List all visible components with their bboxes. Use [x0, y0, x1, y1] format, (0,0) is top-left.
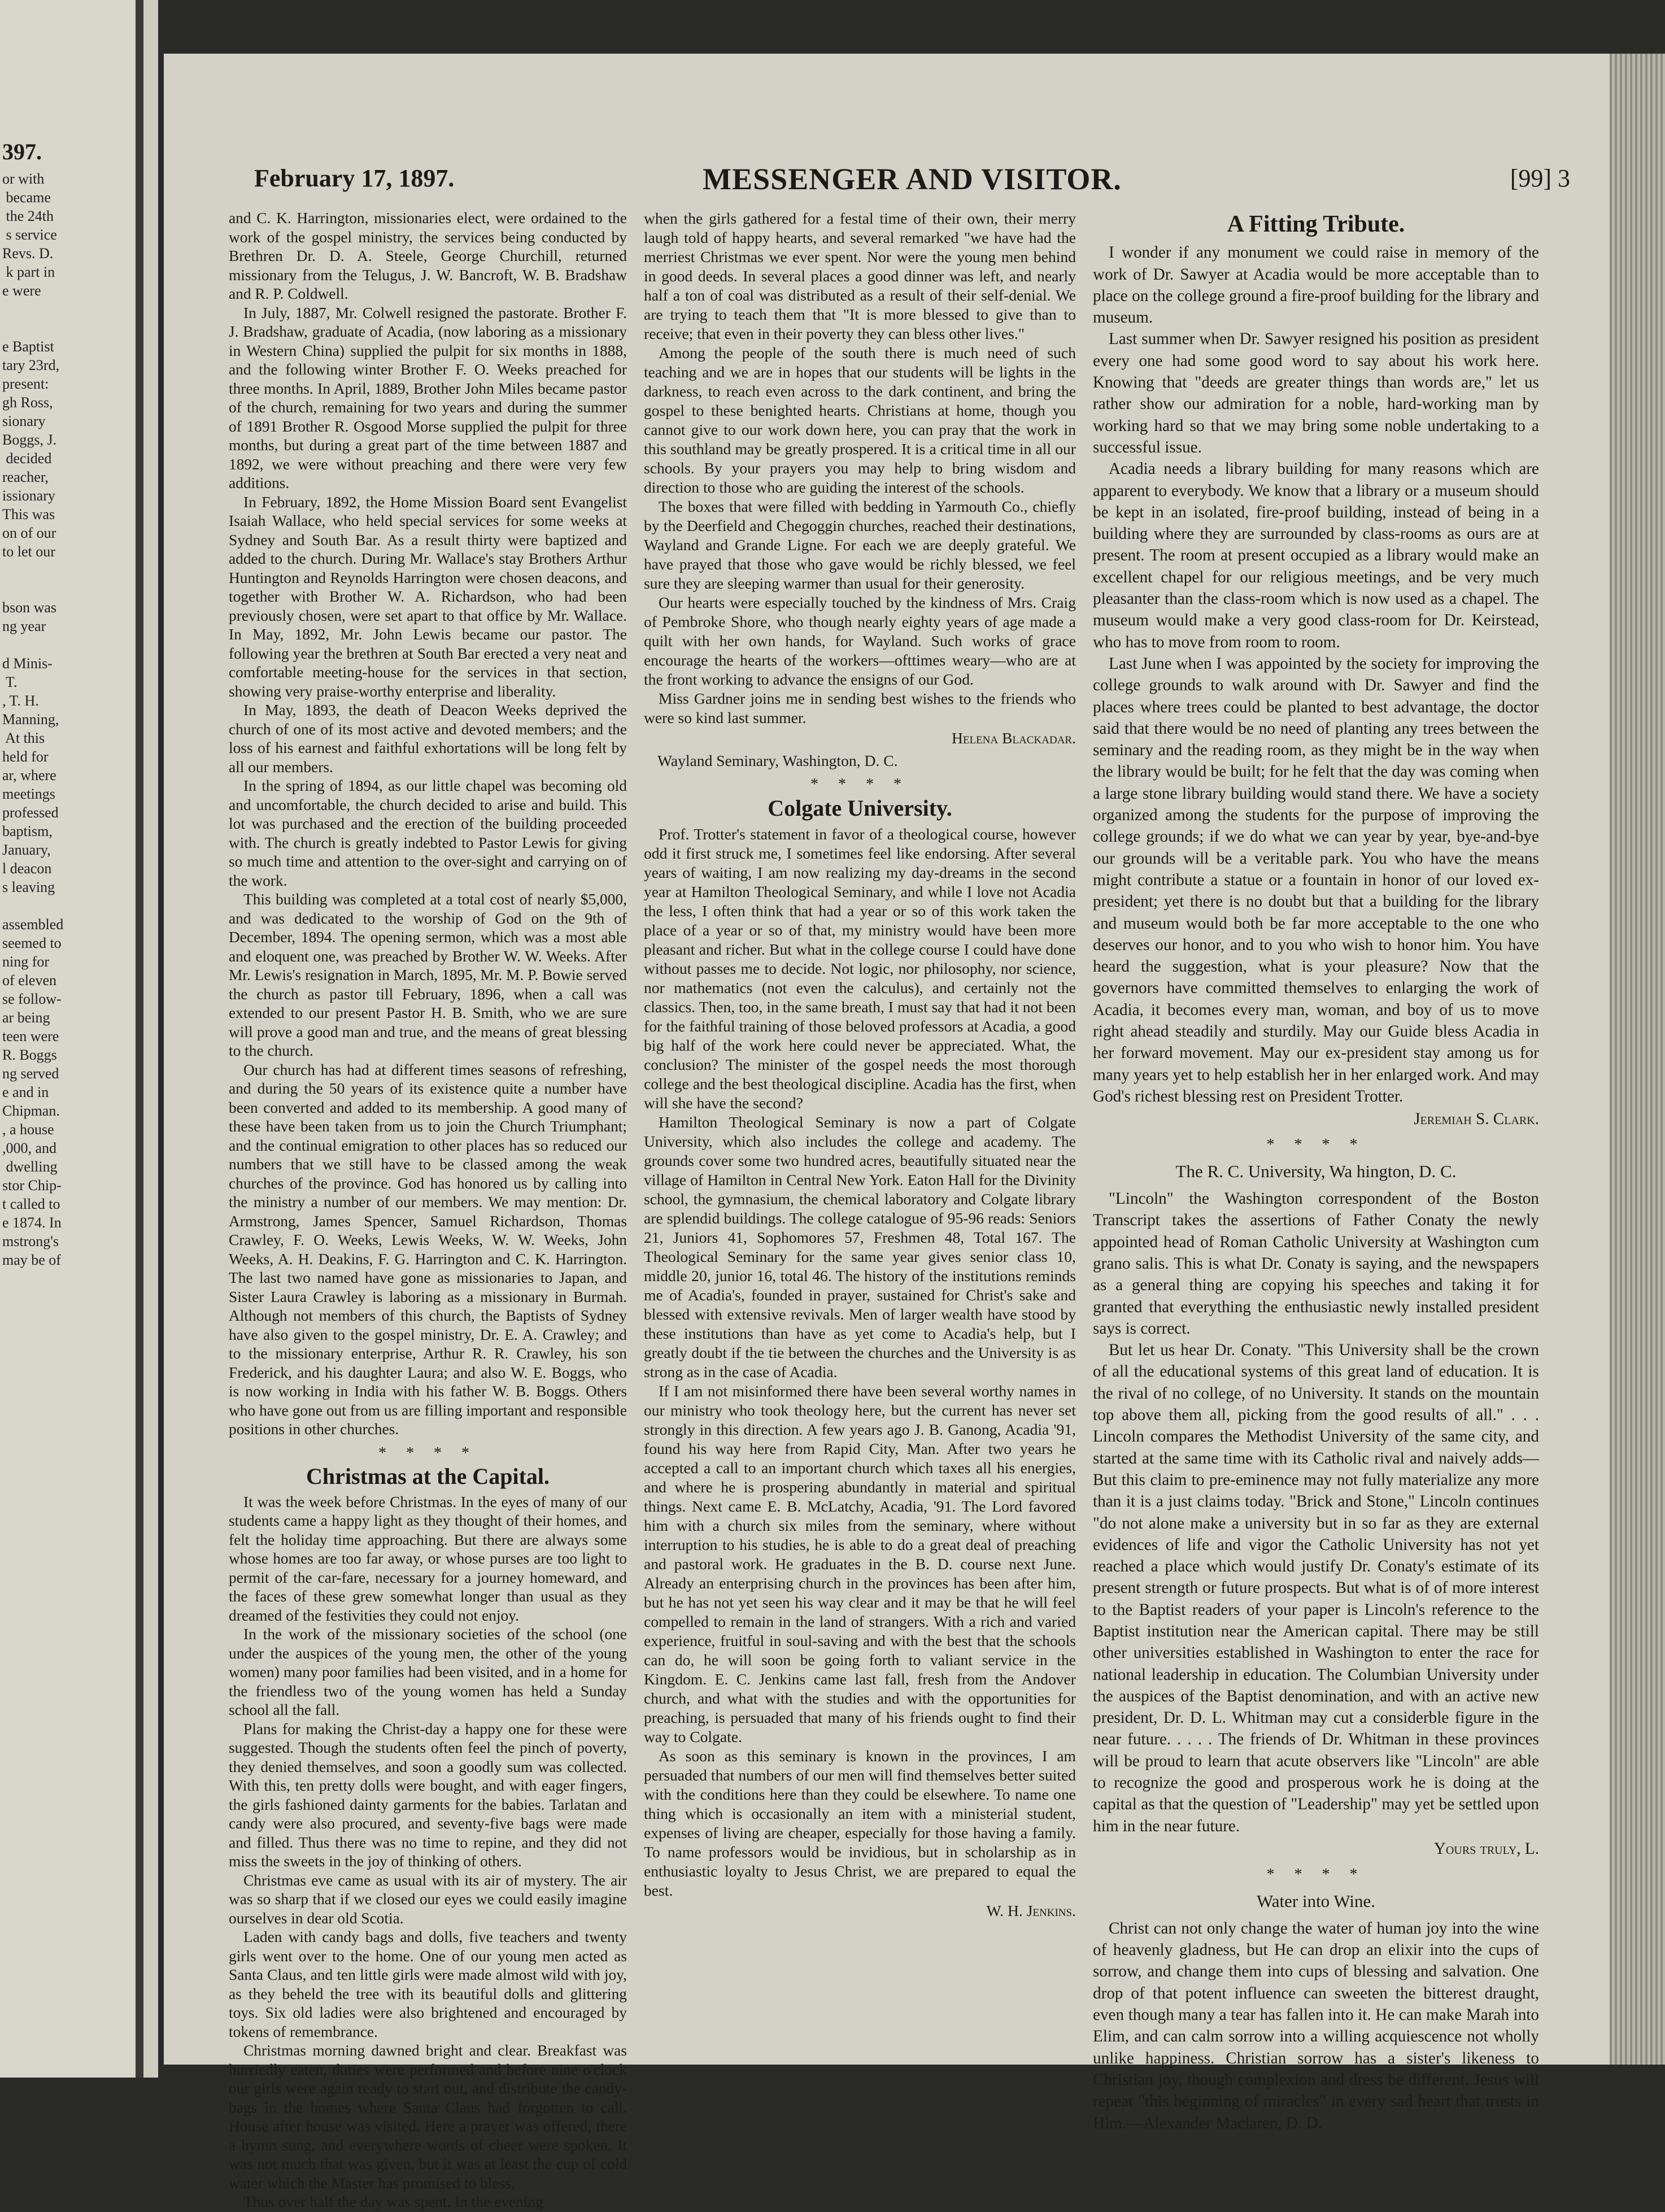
paragraph: If I am not misinformed there have been several worthy names in our ministry who took theology here, but the current has never set strongly in this direction. A few years ago J. B. Ganong, Acadia '91, found his way here from Rapid City, Man. After two years he accepted a call to an important church which taxes all his energies, and where he is prospering abundantly in material and spiritual things. Next came E. B. McLatchy, Acadia, '91. The Lord favored him with a church six miles from the seminary, where without interruption to his studies, he is able to do a great deal of preaching and pastoral work. He graduates in the B. D. course next June. Already an enterprising church in the provinces has been after him, but he has not yet seen his way clear and it may be that he will feel compelled to remain in the land of strangers. With a rich and varied experience, fruitful in soul-saving and with the best that the schools can do, he will soon be going forth to valiant service in the Kingdom. E. C. Jenkins came last fall, fresh from the Andover church, and what with the studies and with the opportunities for preaching, is persuaded that many of his friends ought to find their way to Colgate. — [644, 1382, 1076, 1745]
adjacent-page — [0, 0, 143, 2078]
article-heading-water-into-wine: Water into Wine. — [1256, 1891, 1376, 1911]
paragraph: The boxes that were filled with bedding in Yarmouth Co., chiefly by the Deerfield and Chegoggin churches, reached their destinations, Wayland and Grande Ligne. For each we are deeply grateful. We have prayed that those who gave would be richly blessed, we feel sure they are sleeping warmer than usual for their generosity. — [644, 498, 1076, 592]
paragraph: Our hearts were especially touched by the kindness of Mrs. Craig of Pembroke Shore, who though nearly eighty years of age made a quilt with her own hands, for Wayland. Such works of grace encourage the hearts of the workers—ofttimes weary—who are at the front working to advance the ensigns of our God. — [644, 594, 1076, 688]
paragraph: In the spring of 1894, as our little chapel was becoming old and uncomfortable, the church decided to arise and build. This lot was purchased and the erection of the building proceeded with. The church is greatly indebted to Pastor Lewis for giving so much time and attention to the over-sight and carrying on of the work. — [229, 777, 627, 889]
adjacent-page-number: 397. — [2, 139, 42, 164]
page-number: [99] 3 — [1510, 164, 1570, 192]
section-divider: * * * * — [810, 776, 909, 793]
article-heading-colgate: Colgate University. — [768, 795, 952, 821]
paragraph: Last summer when Dr. Sawyer resigned his position as president every one had some good word to say about his work here. Knowing that "deeds are greater things than words are," let us rather show our admiration for a noble, hard-working man by working hard so that we may bring some noble undertaking to a successful issue. — [1093, 330, 1539, 456]
paragraph: and C. K. Harrington, missionaries elect, were ordained to the work of the gospel ministry, the services being conducted by Brethren Dr. D. A. Steele, George Churchill, returned missionary from the Telugus, J. W. Bancroft, W. B. Bradshaw and R. P. Coldwell. — [229, 210, 627, 302]
paragraph: It was the week before Christmas. In the eyes of many of our students came a happy light as they thought of their homes, and felt the holiday time approaching. But there are always some whose homes are too far away, or whose purses are too light to permit of the car-fare, necessary for a journey homeward, and the faces of these grew somewhat longer than usual as they dreamed of the festivities they could not enjoy. — [229, 1493, 627, 1624]
paragraph: In the work of the missionary societies of the school (one under the auspices of the young men, the other of the young women) many poor families had been visited, and in a home for the friendless two of the young women has held a Sunday school all the fall. — [229, 1626, 627, 1718]
paragraph: Prof. Trotter's statement in favor of a theological course, however odd it first struck me, I sometimes feel like endorsing. After several years of waiting, I am now realizing my day-dreams in the second year at Hamilton Theological Seminary, and while I love not Acadia the less, I often think that had a year or so of this work taken the place of a year or so of that, my ministry would have been more pleasant and richer. But what in the college course I could have done without passes me to decide. Not logic, nor philosophy, nor science, nor mathematics (not even the calculus), and certainly not the classics. Then, too, in the same breath, I must say that had it not been for the faithful training of those beloved professors at Acadia, a good big half of the work here could never be appreciated. What, the conclusion? The minister of the gospel needs the most thorough college and the best theological discipline. Acadia has the first, when will she have the second? — [644, 825, 1076, 1112]
paragraph: Thus over half the day was spent. In the evening — [243, 2193, 543, 2210]
paragraph: Our church has had at different times seasons of refreshing, and during the 50 years of its existence quite a number have been converted and added to its membership. A good many of these have been taken from us to join the Church Triumphant; and the continual emigration to other places has so reduced our numbers that we still have to be classed among the weak churches of the province. God has honored us by calling into the ministry a number of our members. We may mention: Dr. Armstrong, James Spencer, Samuel Richardson, Thomas Crawley, F. O. Weeks, Lewis Weeks, W. W. Weeks, John Weeks, A. H. Deakins, F. G. Harrington and C. K. Harrington. The last two named have gone as missionaries to Japan, and Sister Laura Crawley is laboring as a missionary in Burmah. Although not members of this church, the Baptists of Sydney have also given to the gospel ministry, Dr. E. A. Crawley; and to the missionary enterprise, Arthur R. R. Crawley, his son Frederick, and his daughter Laura; and also W. E. Boggs, who is now working in India with his father W. B. Boggs. Others who have gone out from us are filling important and responsible positions in other churches. — [229, 1061, 627, 1438]
paragraph: As soon as this seminary is known in the provinces, I am persuaded that numbers of our men will find themselves better suited with the conditions here than they could be elsewhere. To name one thing which is occasionally an item with a ministerial student, expenses of living are cheaper, especially for those having a family. To name professors would be invidious, but in scholarship as in enthusiastic loyalty to Jesus Christ, we are prepared to equal the best. — [644, 1747, 1076, 1899]
paragraph: Laden with candy bags and dolls, five teachers and twenty girls went over to the home. One of our young men acted as Santa Claus, and ten little girls were made almost wild with joy, as they beheld the tree with its beautiful dolls and glittering toys. Six old ladies were also brightened and encouraged by tokens of remembrance. — [229, 1928, 627, 2040]
paragraph: Last June when I was appointed by the society for improving the college grounds to walk around with Dr. Sawyer and find the places where trees could be planted to best advantage, the doctor said that there would be no need of planting any trees between the seminary and the reading room, as they might be in the way when the library would be built; for he felt that the day was coming when a large stone library building would stand there. We have a society organized among the students for the purpose of improving the college grounds; if we do what we can year by year, bye-and-bye our grounds will be a veritable park. You who have the means might contribute a statue or a fountain in honor of our loved ex-president; yet there is no doubt but that a building for the library and museum would both be far more acceptable to the one who deserves our honor, and to you who wish to honor him. You have heard the suggestion, what is your pleasure? Now that the governors have committed themselves to enlarging the work of Acadia, it becomes every man, woman, and boy of us to move right ahead steadily and sturdily. May our Guide bless Acadia in her forward movement. May our ex-president stay among us for many years yet to help establish her in her enlarged work. And may God's richest blessing rest on President Trotter. — [1093, 654, 1539, 1105]
paragraph: Miss Gardner joins me in sending best wishes to the friends who were so kind last summer. — [644, 690, 1076, 726]
paragraph: Hamilton Theological Seminary is now a part of Colgate University, which also includes the college and academy. The grounds cover some two hundred acres, beautifully situated near the village of Hamilton in Central New York. Eaton Hall for the Divinity school, the gymnasium, the chemical laboratory and Colgate library are splendid buildings. The college catalogue of 95-96 reads: Seniors 21, Juniors 41, Sophomores 57, Freshmen 48, Total 167. The Theological Seminary for the same year gives senior class 10, middle 20, junior 16, total 46. The history of the institutions reminds me of Acadia's, founded in prayer, sustained for Christ's sake and blessed with extensive revivals. Men of larger wealth have stood by these institutions than have as yet come to Acadia's help, but I greatly doubt if the tie between the churches and the University is as strong as in the case of Acadia. — [644, 1113, 1076, 1381]
column-2 — [644, 209, 1076, 2017]
section-divider: * * * * — [378, 1444, 477, 1462]
paragraph: Among the people of the south there is much need of such teaching and we are in hopes that our students will be lights in the darkness, to reach even across to the dark continent, and bring the gospel to these benighted hearts. Christians at home, though you cannot give to our work down here, you can pray that the work in this southland may be greatly prospered. It is a critical time in all our schools. By your prayers you may help to bring wisdom and direction to those who are guiding the interest of the schools. — [644, 344, 1076, 496]
section-divider: * * * * — [1266, 1866, 1366, 1884]
paragraph: This building was completed at a total cost of nearly $5,000, and was dedicated to the worship of God on the 9th of December, 1894. The opening sermon, which was a most able and eloquent one, was preached by Brother W. W. Weeks. After Mr. Lewis's resignation in March, 1895, Mr. M. P. Bowie served the church as pastor till February, 1896, when a call was extended to our present Pastor H. B. Smith, who we are sure will prove a good man and true, and the means of great blessing to the church. — [229, 891, 627, 1059]
paragraph: In May, 1893, the death of Deacon Weeks deprived the church of one of its most active and devoted members; and the loss of his earnest and faithful exhortations will be long felt by all our members. — [229, 702, 627, 776]
author-signature: W. H. Jenkins. — [986, 1902, 1076, 1919]
dateline: Wayland Seminary, Washington, D. C. — [657, 752, 898, 769]
paragraph: when the girls gathered for a festal time of their own, their merry laugh told of happy hearts, and several remarked "we have had the merriest Christmas we ever spent. Nor were the young men behind in good deeds. In several places a good dinner was left, and nearly half a ton of coal was distributed as a result of their self-denial. We are trying to teach them that "It is more blessed to give than to receive; that even in their poverty they can bless other lives." — [644, 210, 1076, 342]
issue-date: February 17, 1897. — [254, 164, 455, 192]
article-heading-rc-university: The R. C. University, Wa hington, D. C. — [1175, 1161, 1457, 1181]
newspaper-title: MESSENGER AND VISITOR. — [703, 162, 1122, 196]
column-1 — [229, 209, 627, 2210]
paragraph: In February, 1892, the Home Mission Board sent Evangelist Isaiah Wallace, who held special services for some weeks at Sydney and South Bar. As a result thirty were baptized and added to the church. During Mr. Wallace's stay Brothers Arthur Huntington and Reynolds Harrington were chosen deacons, and together with Brother W. A. Richardson, who had been previously chosen, were set apart to that office by Mr. Wallace. In May, 1892, Mr. John Lewis became our pastor. The following year the brethren at South Bar erected a very neat and comfortable meeting-house for the services in that section, showing very praise-worthy enterprise and liberality. — [229, 493, 627, 700]
paragraph: But let us hear Dr. Conaty. "This University shall be the crown of all the educational systems of this great land of education. It is the rival of no college, of no University. It stands on the mountain top above them all, picking from the good results of all." . . . Lincoln compares the Methodist University of the same city, and started at the same time with its Catholic rival and naively adds—But this claim to pre-eminence may not fully materialize any more than it is a just claims today. "Brick and Stone," Lincoln continues "do not alone make a university but in so far as they are external evidences of life and vigor the Catholic University has not yet reached a place which would justify Dr. Conaty's estimate of its present strength or future prospects. But what is of of more interest to the Baptist readers of your paper is Lincoln's reference to the Baptist institution near the American capital. There may be still other universities established in Washington to enter the race for national leadership in education. The Columbian University under the auspices of the Baptist denomination, and with an active new president, Dr. D. L. Whitman may cut a considerble figure in the near future. . . . . The friends of Dr. Whitman in these provinces will be proud to learn that acute observers like "Lincoln" are able to recognize the good and prosperous work he is doing at the capital as that the question of "Leadership" may yet be settled upon him in the near future. — [1093, 1341, 1539, 1835]
paragraph: Christmas eve came as usual with its air of mystery. The air was so sharp that if we closed our eyes we could easily imagine ourselves in dear old Scotia. — [229, 1871, 627, 1927]
paragraph: I wonder if any monument we could raise in memory of the work of Dr. Sawyer at Acadia would be more acceptable than to place on the college ground a fire-proof building for the library and museum. — [1093, 243, 1539, 327]
paragraph: Plans for making the Christ-day a happy one for these were suggested. Though the students often feel the pinch of poverty, they denied themselves, and soon a goodly sum was collected. With this, ten pretty dolls were bought, and with eager fingers, the girls fashioned dainty garments for the babies. Tarlatan and candy were also procured, and seventy-five bags were made and filled. Thus there was no time to repine, and they did not miss the sweets in the joy of thinking of others. — [229, 1720, 627, 1870]
article-heading-fitting-tribute: A Fitting Tribute. — [1227, 211, 1405, 237]
author-signature: Yours truly, L. — [1433, 1839, 1539, 1858]
paragraph: Christmas morning dawned bright and clear. Breakfast was hurriedly eaten, duties were performed and before nine o'clock our girls were again ready to start out, and distribute the candy-bags in the homes where Santa Claus had forgotten to call. House after house was visited. Here a prayer was offered, there a hymn sung, and everywhere words of cheer were spoken. It was not much that was given, but it was at least the cup of cold water which the Master has promised to bless. — [229, 2042, 627, 2192]
masthead — [254, 164, 1570, 203]
author-signature: Helena Blackadar. — [952, 729, 1076, 747]
section-divider: * * * * — [1266, 1136, 1366, 1154]
adjacent-page-strip — [0, 0, 158, 2078]
article-heading-christmas: Christmas at the Capital. — [306, 1464, 550, 1489]
author-signature: Jeremiah S. Clark. — [1414, 1110, 1539, 1129]
paragraph: Christ can not only change the water of human joy into the wine of heavenly gladness, but He can drop an elixir into the cups of sorrow, and change them into cups of blessing and salvation. One drop of that potent influence can sweeten the bitterest draught, even though many a tear has fallen into it. He can make Marah into Elim, and can calm sorrow into a willing acquiescence not wholly unlike happiness. Christian sorrow has a sister's likeness to Christian joy, though complexion and dress be different. Jesus will repeat "this beginning of miracles" in every sad heart that trusts in Him.—Alexander Maclaren, D. D. — [1093, 1919, 1539, 2132]
paragraph: Acadia needs a library building for many reasons which are apparent to everybody. We know that a library or a museum should be kept in an isolated, fire-proof building, instead of being in a building where they are surrounded by class-rooms as ours are at present. The room at present occupied as a library would make an excellent chapel for our religious meetings, and be very much pleasanter than the class-room which is now used as a chapel. The museum would make a very good class-room for Dr. Keirstead, who has to move from room to room. — [1093, 460, 1539, 651]
paragraph: In July, 1887, Mr. Colwell resigned the pastorate. Brother F. J. Bradshaw, graduate of Acadia, (now laboring as a missionary in Western China) supplied the pulpit for six months in 1888, and the following winter Brother F. O. Weeks preached for three months. In April, 1889, Brother John Miles became pastor of the church, remaining for two years and during the summer of 1891 Brother R. Osgood Morse supplied the pulpit for three months, but during a great part of the time between 1887 and 1892, we were without preaching and there were very few additions. — [229, 304, 627, 491]
book-page-edges — [1610, 54, 1665, 2065]
paragraph: "Lincoln" the Washington correspondent of the Boston Transcript takes the assertions of Father Conaty the newly appointed head of Roman Catholic University at Washington cum grano salis. This is what Dr. Conaty is saying, and the newspapers as a general thing are copying his speeches and taking it for granted that everything the enthusiastic newly installed president says is correct. — [1093, 1190, 1539, 1338]
adjacent-page-text: or with became the 24th s service Revs. D. k part in e were e Baptist tary 23rd, present: gh Ross, sionary Boggs, J. decided reacher, issionary This was on of our to let our bson was ng year d Minis- T. , T. H. Manning, At this held for ar, where meetings professed baptism, January, l deacon s leaving assembled seemed to ning for of eleven se follow- ar being teen were R. Boggs ng served e and in Chipman. , a house ,000, and dwelling stor Chip- t called to e 1874. In mstrong's may be of — [2, 171, 64, 1268]
newspaper-page — [164, 54, 1610, 2210]
column-3 — [1093, 209, 1539, 2132]
